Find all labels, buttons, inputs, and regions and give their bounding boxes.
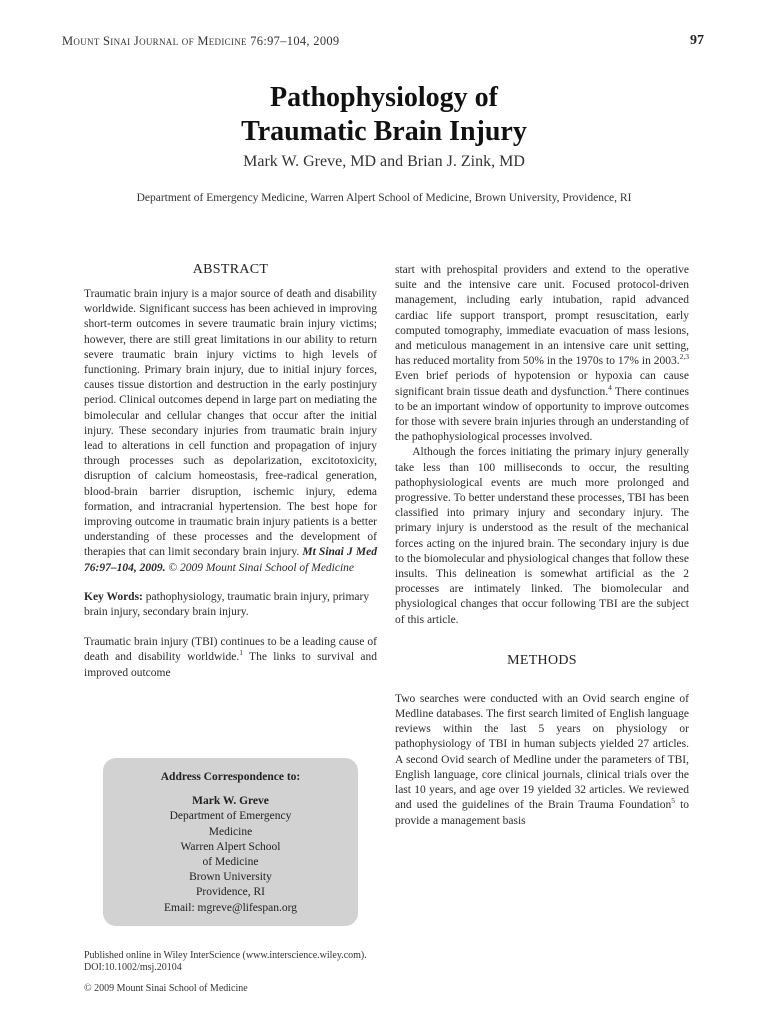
- correspondence-heading: Address Correspondence to:: [160, 771, 301, 783]
- reference-2-3: 2,3: [679, 352, 689, 362]
- title-line-1: Pathophysiology of: [270, 82, 498, 113]
- continuation-text-b: Even brief periods of hypotension or hypoxia can cause significant brain tissue death and dysfunction.: [395, 370, 689, 398]
- correspondence-email: Email: mgreve@lifespan.org: [163, 901, 297, 914]
- methods-text-b: to provide a management basis: [395, 799, 690, 827]
- abstract-copyright: © 2009 Mount Sinai School of Medicine: [168, 561, 355, 574]
- intro-reference: 1: [239, 648, 243, 658]
- methods-heading: METHODS: [507, 652, 577, 668]
- page-footer: [84, 950, 367, 995]
- keywords: [84, 590, 377, 620]
- abstract-body: Traumatic brain injury is a major source of death and disability worldwide. Significant success has been achieved in improving short-term outcomes in severe traumatic brain injury victims; however, there are still great limitations in our ability to return severe traumatic brain injury victims to high levels of functioning. Primary brain injury, due to initial injury forces, causes tissue distortion and destruction in the early postinjury period. Clinical outcomes depend in large part on mediating the bimolecular and cellular changes that occur after the initial injury. These secondary injuries from traumatic brain injury lead to alterations in cell function and propagation of injury through processes such as depolarization, excitotoxicity, disruption of calcium homeostasis, free-radical generation, blood-brain barrier disruption, ischemic injury, edema formation, and intracranial hypertension. The best hope for improving outcome in traumatic brain injury patients is a better understanding of these processes and the development of therapies that can limit secondary brain injury.: [84, 288, 377, 559]
- methods-paragraph: [395, 692, 689, 829]
- published-online: Published online in Wiley InterScience (www.interscience.wiley.com).: [84, 950, 367, 961]
- title-line-2: Traumatic Brain Injury: [241, 116, 527, 147]
- doi: DOI:10.1002/msj.20104: [84, 961, 182, 973]
- correspondence-line: Department of Emergency: [169, 810, 292, 823]
- intro-text-tail: The links to survival and improved outcome: [84, 651, 378, 679]
- reference-4: 4: [608, 382, 612, 392]
- correspondence-line: Providence, RI: [196, 886, 265, 899]
- correspondence-name: Mark W. Greve: [192, 795, 269, 808]
- running-head: Mount Sinai Journal of Medicine 76:97–104, 2009: [62, 34, 340, 48]
- correspondence-line: of Medicine: [202, 856, 259, 869]
- keywords-text: pathophysiology, traumatic brain injury, primary brain injury, secondary brain injury.: [84, 590, 370, 619]
- affiliation: Department of Emergency Medicine, Warren Alpert School of Medicine, Brown University, Providence, RI: [136, 192, 632, 204]
- left-column: [84, 262, 377, 681]
- page-number: 97: [690, 33, 704, 48]
- abstract-text: [84, 287, 377, 576]
- correspondence-line: Medicine: [208, 825, 253, 838]
- methods-text-a: Two searches were conducted with an Ovid search engine of Medline databases. The first search limited of English language reviews within the last 5 years on physiology or pathophysiology of TBI in human subjects yielded 27 articles. A second Ovid search of Medline under the parameters of TBI, English language, core clinical journals, clinical trials over the last 10 years, and age over 19 yielded 32 articles. We reviewed and used the guidelines of the Brain Trauma Foundation: [395, 692, 689, 812]
- article-title: [0, 81, 768, 149]
- continuation-text-c: There continues to be an important window of opportunity to improve outcomes for those with severe brain injuries through an understanding of the pathophysiological processes involved.: [395, 385, 689, 444]
- intro-continuation: [395, 263, 689, 445]
- correspondence-line: Warren Alpert School: [180, 840, 281, 853]
- correspondence-line: Brown University: [189, 871, 272, 884]
- right-column: [395, 263, 689, 829]
- abstract-citation: Mt Sinai J Med 76:97–104, 2009.: [84, 546, 378, 574]
- abstract-heading: ABSTRACT: [192, 262, 269, 277]
- intro-paragraph: [84, 635, 377, 681]
- keywords-label: Key Words:: [84, 590, 143, 603]
- authors: Mark W. Greve, MD and Brian J. Zink, MD: [243, 153, 525, 170]
- continuation-text-a: start with prehospital providers and extend to the operative suite and the intensive care unit. Focused protocol-driven management, including early intubation, rapid advanced cardiac life support transport, prompt resuscitation, early computed tomography, immediate evacuation of mass lesions, and meticulous management in an intensive care unit setting, has reduced mortality from 50% in the 1970s to 17% in 2003.: [395, 264, 689, 368]
- intro-text: Traumatic brain injury (TBI) continues to be a leading cause of death and disability worldwide.: [84, 636, 377, 664]
- correspondence-box: [103, 758, 358, 926]
- footer-copyright: © 2009 Mount Sinai School of Medicine: [84, 983, 248, 994]
- body-paragraph-2: Although the forces initiating the primary injury generally take less than 100 milliseconds to occur, the resulting pathophysiological events are much more prolonged and progressive. To better understand these processes, TBI has been classified into primary injury and secondary injury. The primary injury is understood as the result of the mechanical forces acting on the injured brain. The secondary injury is due to the biomolecular and physiological changes that follow these insults. This delineation is somewhat artificial as the 2 processes are intimately linked. The biomolecular and physiological changes that occur following TBI are the subject of this article.: [395, 446, 689, 626]
- reference-5: 5: [671, 796, 675, 806]
